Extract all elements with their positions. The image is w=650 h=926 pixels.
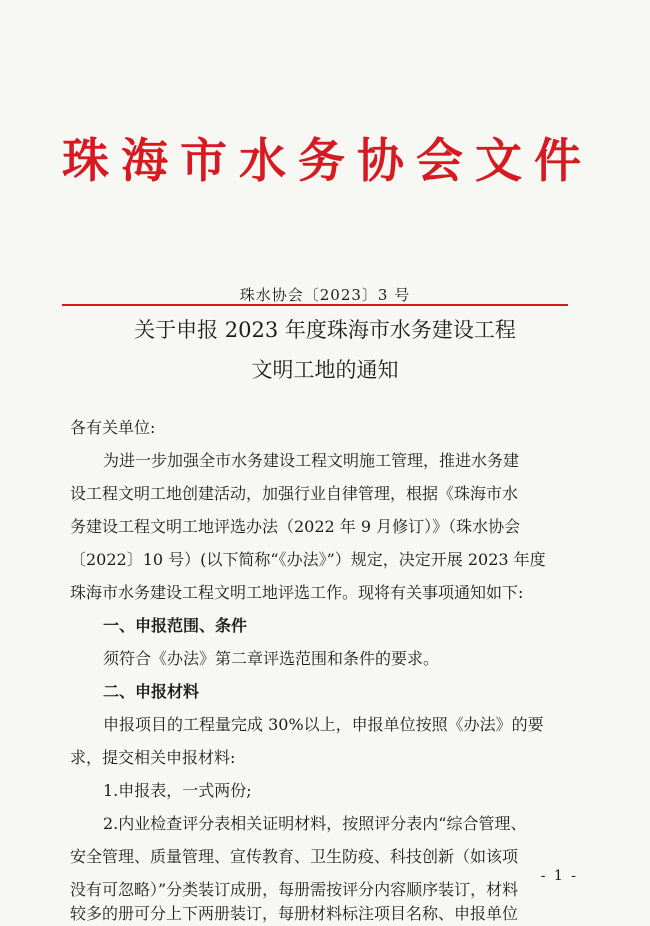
paragraph-line: 珠海市水务建设工程文明工地评选工作。现将有关事项通知如下: [70,583,524,602]
notice-title-line-2: 文明工地的通知 [251,358,399,382]
document-header-title: 珠海市水务协会文件 [62,134,593,189]
paragraph-line: 为进一步加强全市水务建设工程文明施工管理，推进水务建 [103,451,520,470]
list-item-2-line: 2.内业检查评分表相关证明材料，按照评分表内“综合管理、 [103,814,527,833]
list-item-2-line: 没有可忽略）”分类装订成册，每册需按评分内容顺序装订，材料 [70,880,519,899]
list-item-1: 1.申报表，一式两份; [103,781,252,800]
notice-title-line-1: 关于申报 2023 年度珠海市水务建设工程 [134,318,516,342]
document-number: 珠水协会〔2023〕3 号 [239,286,411,304]
salutation: 各有关单位: [70,418,156,437]
list-item-2-line: 较多的册可分上下两册装订，每册材料标注项目名称、申报单位 [70,904,519,923]
section-heading-1: 一、申报范围、条件 [103,616,248,635]
section-2-text-line: 申报项目的工程量完成 30%以上，申报单位按照《办法》的要 [103,715,544,734]
section-1-text: 须符合《办法》第二章评选范围和条件的要求。 [103,649,440,668]
section-2-text-line: 求，提交相关申报材料: [70,748,236,767]
page-number: - 1 - [540,868,578,884]
paragraph-line: 务建设工程文明工地评选办法（2022 年 9 月修订）》（珠水协会 [70,517,521,536]
paragraph-line: 〔2022〕10 号）(以下简称“《办法》”）规定，决定开展 2023 年度 [70,550,546,569]
list-item-2-line: 安全管理、质量管理、宣传教育、卫生防疫、科技创新（如该项 [70,847,519,866]
red-divider-line [62,304,568,306]
paragraph-line: 设工程文明工地创建活动，加强行业自律管理，根据《珠海市水 [70,484,519,503]
section-heading-2: 二、申报材料 [103,682,200,701]
